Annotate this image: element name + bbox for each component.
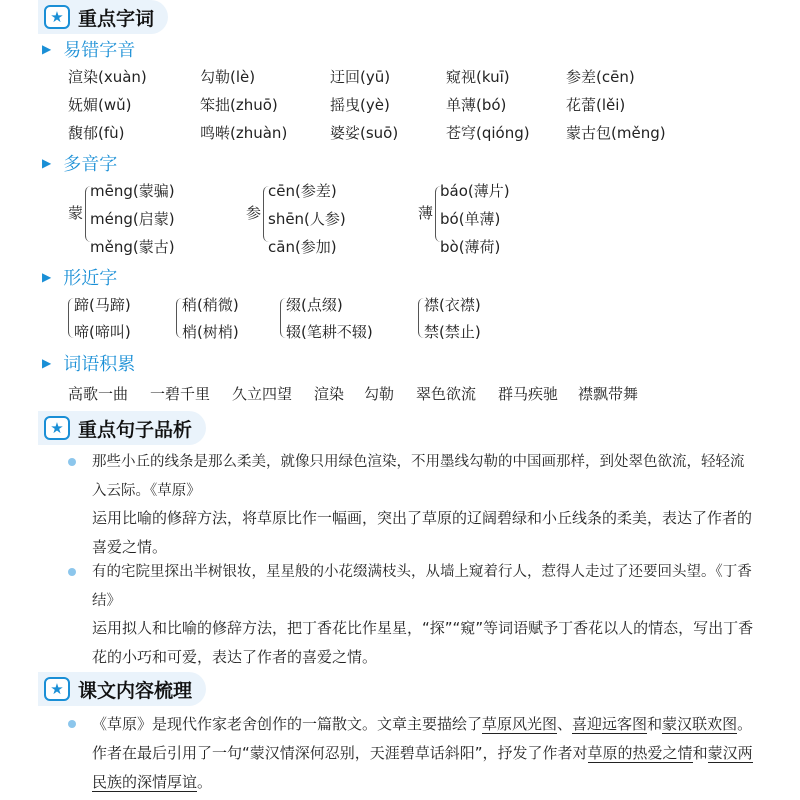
similar-char: 蹄(马蹄)	[74, 296, 131, 314]
section-header-content-summary	[38, 672, 206, 706]
subsection-title: 多音字	[63, 154, 118, 175]
triangle-bullet-icon: ▶	[42, 356, 52, 370]
summary-text: 和	[692, 744, 708, 762]
pronunciation-item: 花蕾(lěi)	[566, 96, 626, 114]
subsection-title: 词语积累	[63, 354, 136, 375]
similar-char: 缀(点缀)	[286, 296, 343, 314]
section-title: 重点句子品析	[78, 418, 193, 441]
bullet-dot	[68, 458, 76, 466]
reading: bó(单薄)	[440, 210, 501, 228]
subsection-title: 形近字	[63, 268, 118, 289]
summary-underlined: 蒙汉两民族的深情厚谊	[92, 744, 753, 791]
polyphonic-char: 蒙	[68, 204, 84, 222]
summary-text: 和	[647, 715, 663, 733]
subsection-title: 易错字音	[63, 40, 136, 61]
similar-char: 梢(树梢)	[182, 323, 239, 341]
summary-underlined: 蒙汉联欢图	[662, 715, 738, 733]
subsection-header-similar-chars	[42, 264, 117, 290]
pronunciation-item: 婆娑(suō)	[330, 124, 399, 142]
phrase-item: 襟飘带舞	[578, 385, 639, 403]
subsection-header-vocabulary	[42, 350, 135, 376]
sentence-analysis: 运用比喻的修辞方法，将草原比作一幅画，突出了草原的辽阔碧绿和小丘线条的柔美，表达了作者的喜爱之情。	[92, 509, 753, 556]
pronunciation-item: 迂回(yū)	[330, 68, 391, 86]
reading: báo(薄片)	[440, 182, 510, 200]
reading: cān(参加)	[268, 238, 337, 256]
polyphonic-char: 薄	[418, 204, 434, 222]
summary-text: 。作者在最后引用了一句“蒙汉情深何忍别，天涯碧草话斜阳”，抒发了作者对	[92, 715, 753, 762]
sentence-quote: 有的宅院里探出半树银妆，星星般的小花缀满枝头，从墙上窥着行人，惹得人走过了还要回头望。《丁香结》	[92, 564, 752, 609]
similar-char: 稍(稍微)	[182, 296, 239, 314]
phrase-item: 勾勒	[364, 385, 395, 403]
summary-underlined: 喜迎远客图	[572, 715, 648, 733]
subsection-header-pronunciation	[42, 36, 135, 62]
reading: bò(薄荷)	[440, 238, 501, 256]
sentence-quote: 那些小丘的线条是那么柔美，就像只用绿色渲染，不用墨线勾勒的中国画那样，到处翠色欲流，轻轻流入云际。《草原》	[92, 454, 745, 499]
reading: mēng(蒙骗)	[90, 182, 175, 200]
pronunciation-item: 渲染(xuàn)	[68, 68, 147, 86]
summary-underlined: 草原风光图	[482, 715, 558, 733]
section-title: 课文内容梳理	[78, 679, 193, 702]
pronunciation-item: 窥视(kuī)	[446, 68, 510, 86]
pronunciation-item: 摇曳(yè)	[330, 96, 390, 114]
subsection-header-polyphonic	[42, 150, 117, 176]
similar-char: 啼(啼叫)	[74, 323, 131, 341]
pronunciation-item: 单薄(bó)	[446, 96, 507, 114]
reading: shēn(人参)	[268, 210, 346, 228]
sentence-analysis: 运用拟人和比喻的修辞方法，把丁香花比作星星，“探”“窥”等词语赋予丁香花以人的情态，写出丁香花的小巧和可爱，表达了作者的喜爱之情。	[92, 619, 754, 666]
pronunciation-item: 勾勒(lè)	[200, 68, 256, 86]
triangle-bullet-icon: ▶	[42, 42, 52, 56]
star-icon: ★	[44, 416, 70, 440]
phrase-item: 群马疾驰	[498, 385, 559, 403]
summary-text: 、	[557, 715, 573, 733]
phrase-item: 渲染	[314, 385, 345, 403]
summary-text: 《草原》是现代作家老舍创作的一篇散文。文章主要描绘了	[92, 715, 483, 733]
pronunciation-item: 蒙古包(měng)	[566, 124, 666, 142]
pronunciation-item: 笨拙(zhuō)	[200, 96, 278, 114]
similar-char: 辍(笔耕不辍)	[286, 323, 373, 341]
reading: měng(蒙古)	[90, 238, 175, 256]
pronunciation-item: 鸣啭(zhuàn)	[200, 124, 288, 142]
pronunciation-item: 馥郁(fù)	[68, 124, 125, 142]
phrase-item: 高歌一曲	[68, 385, 129, 403]
star-icon: ★	[44, 677, 70, 701]
phrase-item: 一碧千里	[150, 385, 211, 403]
triangle-bullet-icon: ▶	[42, 270, 52, 284]
phrase-item: 翠色欲流	[416, 385, 477, 403]
bullet-dot	[68, 720, 76, 728]
similar-char: 禁(禁止)	[424, 323, 481, 341]
pronunciation-item: 苍穹(qióng)	[446, 124, 530, 142]
content-summary	[92, 710, 762, 797]
summary-text: 。	[197, 773, 213, 791]
similar-char: 襟(衣襟)	[424, 296, 481, 314]
summary-underlined: 草原的热爱之情	[587, 744, 693, 762]
pronunciation-item: 参差(cēn)	[566, 68, 635, 86]
reading: méng(启蒙)	[90, 210, 175, 228]
triangle-bullet-icon: ▶	[42, 156, 52, 170]
phrase-item: 久立四望	[232, 385, 293, 403]
pronunciation-item: 妩媚(wǔ)	[68, 96, 132, 114]
bullet-dot	[68, 568, 76, 576]
star-icon: ★	[44, 5, 70, 29]
section-title: 重点字词	[78, 7, 155, 30]
section-header-key-sentences	[38, 411, 206, 445]
reading: cēn(参差)	[268, 182, 337, 200]
polyphonic-char: 参	[246, 204, 262, 222]
section-header-key-words	[38, 0, 168, 34]
